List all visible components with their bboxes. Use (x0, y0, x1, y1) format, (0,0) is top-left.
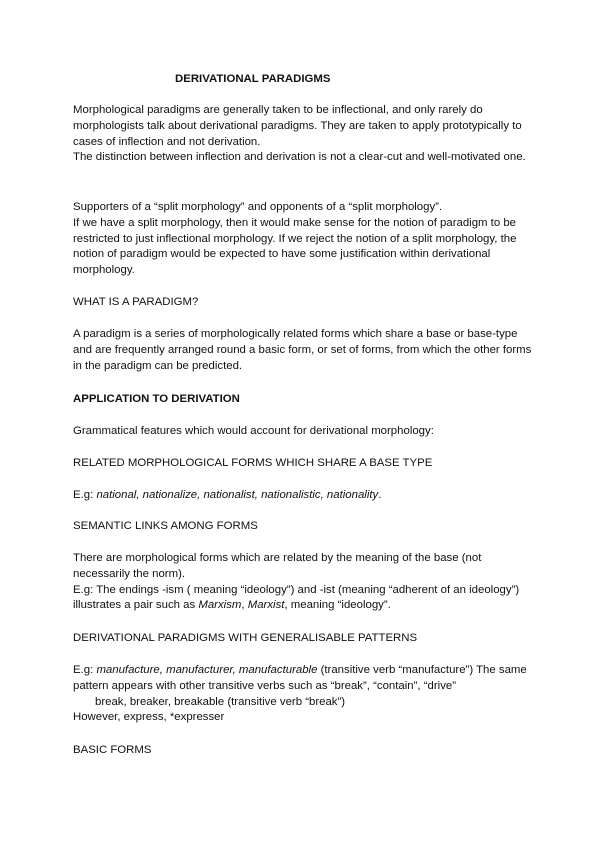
example-suffix: . (378, 489, 382, 501)
generalisable-example (73, 663, 533, 695)
generalisable-example-words: manufacture, manufacturer, manufacturable (96, 664, 318, 676)
semantic-links-section (73, 551, 533, 614)
application-heading: APPLICATION TO DERIVATION (73, 393, 240, 405)
split-morphology-section (73, 200, 533, 279)
related-forms-heading: RELATED MORPHOLOGICAL FORMS WHICH SHARE A BASE TYPE (73, 457, 433, 469)
semantic-example (73, 583, 533, 615)
generalisable-patterns-heading: DERIVATIONAL PARADIGMS WITH GENERALISABLE PATTERNS (73, 632, 418, 644)
generalisable-indented-example: break, breaker, breakable (transitive verb “break”) (95, 695, 346, 708)
semantic-example-word-2: Marxist (247, 599, 285, 612)
example-word-list: national, nationalize, nationalist, nationalistic, nationality (96, 489, 379, 501)
semantic-links-heading: SEMANTIC LINKS AMONG FORMS (73, 520, 258, 532)
generalisable-however: However, express, *expresser (73, 711, 225, 724)
generalisable-example-suffix: (transitive verb “manufacture”) The same pattern appears with other transitive verbs such as “break”, “contain”, “drive” (73, 664, 527, 692)
split-paragraph-2: If we have a split morphology, then it would make sense for the notion of paradigm to be restricted to just inflectional morphology. If we reject the notion of a split morphology, the notion of paradigm would be expected to have some justification within derivational morphology. (73, 216, 517, 277)
intro-paragraph-1: Morphological paradigms are generally taken to be inflectional, and only rarely do morphologists talk about derivational paradigms. They are taken to apply prototypically to cases of inflection and not derivation. (73, 104, 522, 148)
semantic-example-suffix: , meaning “ideology”. (284, 599, 391, 612)
semantic-paragraph: There are morphological forms which are related by the meaning of the base (not necessarily the norm). (73, 552, 482, 580)
application-text: Grammatical features which would account for derivational morphology: (73, 425, 434, 437)
generalisable-patterns-section (73, 663, 533, 726)
semantic-example-prefix: E.g: The endings -ism ( meaning “ideology”) and -ist (meaning “adherent of an ideology”) illustrates a pair such as (73, 583, 520, 612)
intro-paragraph-2: The distinction between inflection and derivation is not a clear-cut and well-motivated one. (73, 151, 526, 164)
document-title: DERIVATIONAL PARADIGMS (175, 73, 331, 85)
semantic-example-separator: , (241, 599, 248, 612)
split-paragraph-1: Supporters of a “split morphology” and opponents of a “split morphology”. (73, 201, 443, 213)
basic-forms-heading: BASIC FORMS (73, 744, 152, 756)
what-is-paradigm-heading: WHAT IS A PARADIGM? (73, 296, 199, 308)
example-prefix: E.g: (73, 489, 97, 501)
paradigm-definition: A paradigm is a series of morphologically related forms which share a base or base-type and are frequently arranged round a basic form, or set of forms, from which the other forms in the paradigm can be predicted. (73, 328, 532, 372)
related-forms-example (73, 488, 533, 504)
generalisable-example-prefix: E.g: (73, 664, 97, 676)
semantic-example-word-1: Marxism (198, 599, 242, 612)
intro-section (73, 103, 533, 166)
